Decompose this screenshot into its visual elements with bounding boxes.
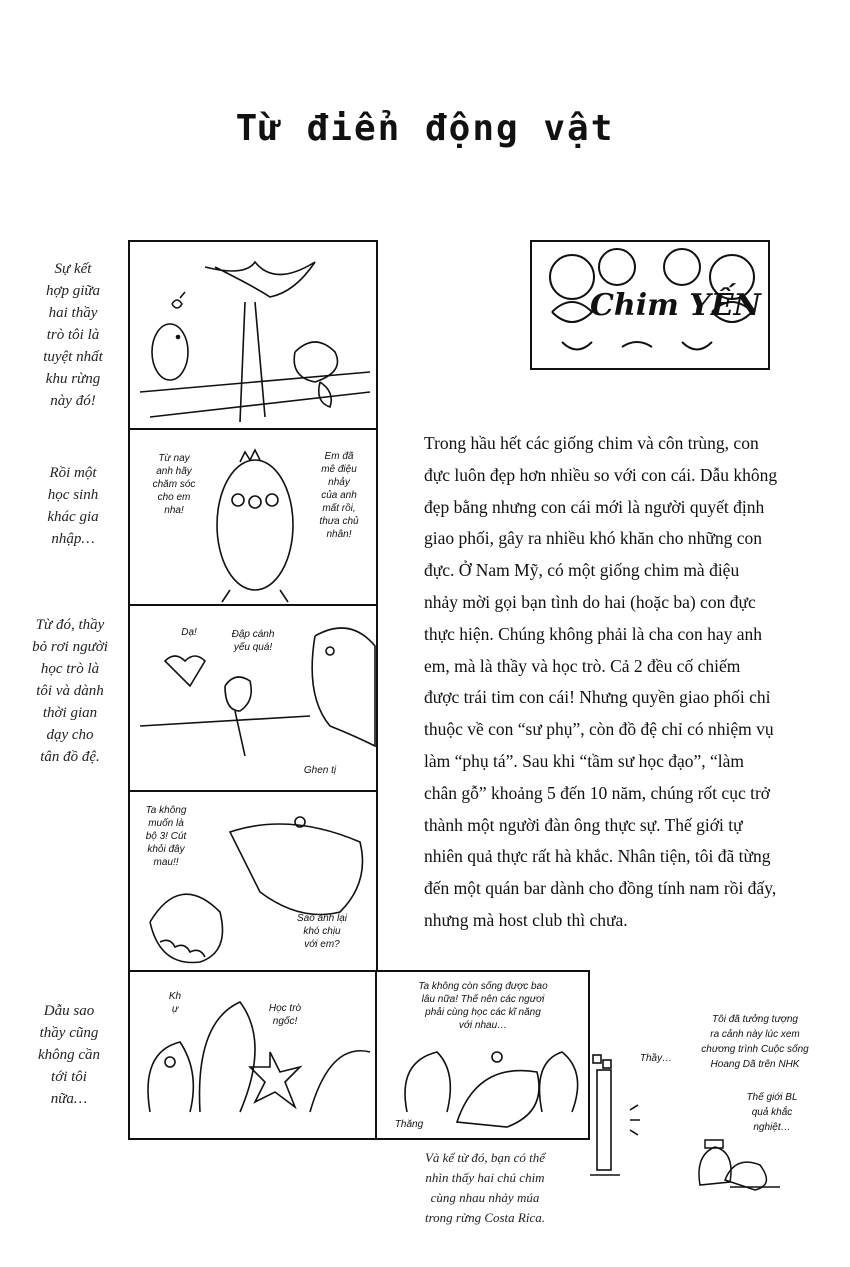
- comic-panel-2: [128, 428, 378, 606]
- page-title: Từ điển động vật: [235, 108, 615, 149]
- speech-bubble: Từ nay anh hãy chăm sóc cho em nha!: [152, 453, 196, 516]
- narration-2: Rồi một học sinh khác gia nhập…: [47, 465, 99, 547]
- speech-bubble: Ta không muốn là bộ 3! Cút khỏi đây mau!!: [145, 805, 187, 868]
- comic-panel-5: [128, 970, 378, 1140]
- sound-effect: Thầy…: [639, 1053, 673, 1064]
- speech-bubble: Em đã mê điệu nhảy của anh mất rồi, thưa chủ nhân!: [319, 451, 359, 540]
- narration-4: Dẫu sao thầy cũng không cần tới tôi nữa…: [37, 1003, 101, 1107]
- logo-text: Chim YẾN: [590, 288, 761, 323]
- speech-bubble: Sao anh lại khó chịu với em?: [296, 913, 348, 950]
- narration-3: Từ đó, thầy bỏ rơi người học trò là tôi và dành thời gian dạy cho tân đồ đệ.: [32, 617, 108, 765]
- speech-bubble: Dạ!: [181, 627, 197, 638]
- comic-panel-3: [128, 604, 378, 792]
- author-note: Thế giới BL quả khắc nghiệt…: [746, 1092, 798, 1133]
- birds-on-branch-illustration: [130, 242, 380, 432]
- comic-panel-4: [128, 790, 378, 972]
- author-avatar-turtle-icon: [690, 1135, 790, 1195]
- comic-panel-1: [128, 240, 378, 430]
- comic-panel-6: [375, 970, 590, 1140]
- author-note: Tôi đã tưởng tượng ra cảnh này lúc xem chương trình Cuộc sống Hoang Dã trên NHK: [701, 1014, 809, 1070]
- sound-effect: Thăng: [394, 1119, 424, 1130]
- sound-effect: Kh ự: [168, 991, 182, 1015]
- article-body-text: Trong hầu hết các giống chim và côn trùng, con đực luôn đẹp hơn nhiều so với con cái. Dẫu không đẹp bằng nhưng con cái mới là người quyết định giao phối, gây ra nhiều khó khăn cho những con đực. Ở Nam Mỹ, có một giống chim mà điệu nhảy mời gọi bạn tình do hai (hoặc ba) con đực thực hiện. Chúng không phải là cha con hay anh em, mà là thầy và học trò. Cả 2 đều cố chiếm được trái tim con cái! Nhưng quyền giao phối chỉ thuộc về con “sư phụ”, còn đồ đệ chỉ có nhiệm vụ làm “phụ tá”. Sau khi “tầm sư học đạo”, “làm chân gỗ” khoảng 5 đến 10 năm, chúng rốt cục trở thành một người đàn ông thực sự. Thế giới tự nhiên quả thực rất hà khắc. Nhân tiện, tôi đã từng đến một quán bar dành cho đồng tính nam rồi đấy, nhưng mà host club thì chưa.: [424, 433, 778, 930]
- speech-bubble: Học trò ngốc!: [268, 1003, 302, 1027]
- speech-bubble: Ta không còn sống được bao lâu nữa! Thế nên các ngươi phải cùng học các kĩ năng với nhau…: [418, 981, 548, 1031]
- sound-effect: Ghen tị: [303, 765, 337, 776]
- narration-5: Và kể từ đó, bạn có thể nhìn thấy hai chú chim cùng nhau nhảy múa trong rừng Costa Rica.: [424, 1150, 546, 1225]
- speech-bubble: Đập cánh yếu quá!: [231, 629, 275, 653]
- author-figure-illustration: [585, 1050, 675, 1180]
- narration-1: Sự kết hợp giữa hai thầy trò tôi là tuyệt nhất khu rừng này đó!: [43, 261, 103, 409]
